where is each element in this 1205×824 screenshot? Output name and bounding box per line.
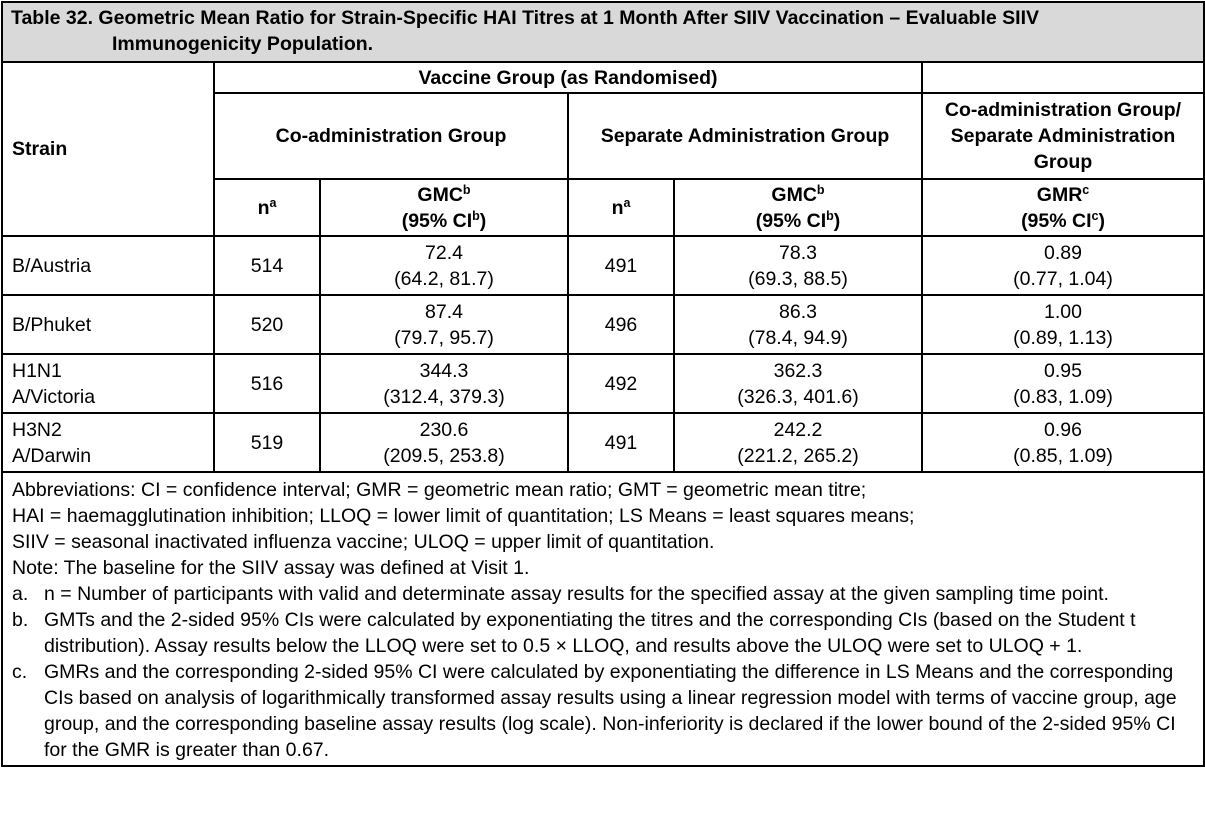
gmr-sup: c xyxy=(1082,182,1090,197)
footnote-c xyxy=(12,659,1195,763)
strain-line1: B/Austria xyxy=(12,254,92,277)
table-row xyxy=(2,295,1204,354)
gmc-ci-value: (79.7, 95.7) xyxy=(394,326,494,349)
gmc-ci-value: (69.3, 88.5) xyxy=(748,267,848,290)
strain-line1: H3N2 xyxy=(12,418,62,441)
separate-group-header: Separate Administration Group xyxy=(568,93,922,179)
baseline-note: Note: The baseline for the SIIV assay was defined at Visit 1. xyxy=(12,557,530,579)
abbreviations-line1: Abbreviations: CI = confidence interval; GMR = geometric mean ratio; GMT = geometric mean titre; xyxy=(12,479,867,501)
abbreviations-line2: HAI = haemagglutination inhibition; LLOQ = lower limit of quantitation; LS Means = least squares means; xyxy=(12,505,915,527)
strain-line1: B/Phuket xyxy=(12,313,92,336)
separate-gmc-cell xyxy=(674,354,922,413)
strain-line2: A/Victoria xyxy=(12,385,96,408)
abbreviations-line3: SIIV = seasonal inactivated influenza vaccine; ULOQ = upper limit of quantitation. xyxy=(12,531,715,553)
separate-n-cell: 492 xyxy=(568,354,674,413)
gmc-ci-value: (64.2, 81.7) xyxy=(394,267,494,290)
gmc-ci-close: ) xyxy=(833,209,841,232)
gmr-cell xyxy=(922,354,1204,413)
gmc-label: GMC xyxy=(417,183,463,206)
gmr-cell xyxy=(922,413,1204,472)
n-label: n xyxy=(611,196,624,219)
gmr-table xyxy=(1,1,1205,767)
separate-n-cell: 491 xyxy=(568,413,674,472)
gmc-ci-open: (95% CI xyxy=(401,209,473,232)
gmc-ci-sup: b xyxy=(472,208,480,223)
coadmin-gmc-cell xyxy=(320,236,568,295)
n-label: n xyxy=(257,196,270,219)
gmr-label: GMR xyxy=(1036,183,1083,206)
gmc-value: 344.3 xyxy=(419,359,469,382)
table-row xyxy=(2,236,1204,295)
vaccine-group-header: Vaccine Group (as Randomised) xyxy=(214,62,922,93)
separate-gmc-cell xyxy=(674,236,922,295)
gmc-value: 230.6 xyxy=(419,418,469,441)
gmc-value: 72.4 xyxy=(425,241,463,264)
footnote-text: GMTs and the 2-sided 95% CIs were calculated by exponentiating the titres and the corresponding CIs (based on the Student t distribution). Assay results below the LLOQ were set to 0.5 × LLOQ, and results above the ULOQ were set to ULOQ + 1. xyxy=(44,609,1136,657)
table-title xyxy=(2,2,1204,62)
footnote-text: n = Number of participants with valid and determinate assay results for the specified assay at the given sampling time point. xyxy=(44,583,1109,605)
gmc-ci-line xyxy=(325,208,563,234)
ratio-group-header: Co-administration Group/ Separate Administration Group xyxy=(922,93,1204,179)
coadmin-n-cell: 514 xyxy=(214,236,320,295)
gmr-ci-close: ) xyxy=(1098,209,1105,232)
strain-cell xyxy=(2,295,214,354)
gmc-ci-value: (312.4, 379.3) xyxy=(383,385,505,408)
gmr-value: 0.95 xyxy=(1044,359,1082,382)
gmc-sup: b xyxy=(462,182,471,197)
gmc-value: 78.3 xyxy=(779,241,817,264)
gmr-ci-value: (0.77, 1.04) xyxy=(1013,267,1113,290)
separate-n-header xyxy=(568,179,674,236)
coadmin-n-header xyxy=(214,179,320,236)
gmr-ci-value: (0.89, 1.13) xyxy=(1013,326,1113,349)
strain-cell xyxy=(2,236,214,295)
separate-n-cell: 491 xyxy=(568,236,674,295)
blank-header-cell xyxy=(922,62,1204,93)
coadmin-gmc-cell xyxy=(320,295,568,354)
coadmin-n-cell: 519 xyxy=(214,413,320,472)
gmc-label-line xyxy=(679,182,917,208)
separate-gmc-cell xyxy=(674,295,922,354)
footnote-label: a. xyxy=(12,583,29,605)
gmr-cell xyxy=(922,295,1204,354)
gmc-value: 362.3 xyxy=(773,359,823,382)
gmr-ci-value: (0.83, 1.09) xyxy=(1013,385,1113,408)
gmc-value: 87.4 xyxy=(425,300,463,323)
footnote-text: GMRs and the corresponding 2-sided 95% CI were calculated by exponentiating the difference in LS Means and the corresponding CIs based on analysis of logarithmically transformed assay results using a linear regression model with terms of vaccine group, age group, and the corresponding baseline assay results (log scale). Non-inferiority is declared if the lower bound of the 2-sided 95% CI for the GMR is greater than 0.67. xyxy=(44,661,1177,761)
footnote-label: b. xyxy=(12,609,29,631)
coadmin-gmc-cell xyxy=(320,354,568,413)
table-row xyxy=(2,413,1204,472)
gmr-value: 1.00 xyxy=(1044,300,1082,323)
gmr-ci-value: (0.85, 1.09) xyxy=(1013,444,1113,467)
gmc-ci-value: (326.3, 401.6) xyxy=(737,385,859,408)
gmc-sup: b xyxy=(816,182,825,197)
gmr-label-line xyxy=(927,182,1199,208)
separate-n-cell: 496 xyxy=(568,295,674,354)
table-title-line1: Table 32. Geometric Mean Ratio for Strain-Specific HAI Titres at 1 Month After SIIV Vaccination – Evaluable SIIV xyxy=(11,7,1039,29)
gmc-ci-value: (221.2, 265.2) xyxy=(737,444,859,467)
gmc-ci-close: ) xyxy=(479,209,487,232)
gmc-ci-line xyxy=(679,208,917,234)
gmc-ci-sup: b xyxy=(826,208,834,223)
separate-gmc-cell xyxy=(674,413,922,472)
strain-line1: H1N1 xyxy=(12,359,62,382)
gmc-label: GMC xyxy=(771,183,817,206)
separate-gmc-header xyxy=(674,179,922,236)
footnote-label: c. xyxy=(12,661,28,683)
n-sup: a xyxy=(623,195,631,210)
footnote-b xyxy=(12,607,1195,659)
gmc-label-line xyxy=(325,182,563,208)
gmc-ci-value: (78.4, 94.9) xyxy=(748,326,848,349)
gmr-value: 0.96 xyxy=(1044,418,1082,441)
coadmin-gmc-header xyxy=(320,179,568,236)
table-row xyxy=(2,354,1204,413)
footnote-a xyxy=(12,581,1195,607)
gmc-ci-value: (209.5, 253.8) xyxy=(383,444,505,467)
gmr-ci-sup: c xyxy=(1091,208,1099,223)
coadmin-group-header: Co-administration Group xyxy=(214,93,568,179)
table-footer xyxy=(2,472,1204,766)
gmc-ci-open: (95% CI xyxy=(755,209,827,232)
strain-cell xyxy=(2,354,214,413)
coadmin-gmc-cell xyxy=(320,413,568,472)
strain-line2: A/Darwin xyxy=(12,444,92,467)
strain-header: Strain xyxy=(2,62,214,236)
gmr-ci-open: (95% CI xyxy=(1021,209,1092,232)
strain-cell xyxy=(2,413,214,472)
coadmin-n-cell: 516 xyxy=(214,354,320,413)
gmr-ci-line xyxy=(927,208,1199,234)
coadmin-n-cell: 520 xyxy=(214,295,320,354)
gmr-header xyxy=(922,179,1204,236)
gmc-value: 86.3 xyxy=(779,300,817,323)
gmr-value: 0.89 xyxy=(1044,241,1082,264)
gmc-value: 242.2 xyxy=(773,418,823,441)
gmr-cell xyxy=(922,236,1204,295)
n-sup: a xyxy=(269,195,277,210)
table-title-line2: Immunogenicity Population. xyxy=(112,33,374,55)
